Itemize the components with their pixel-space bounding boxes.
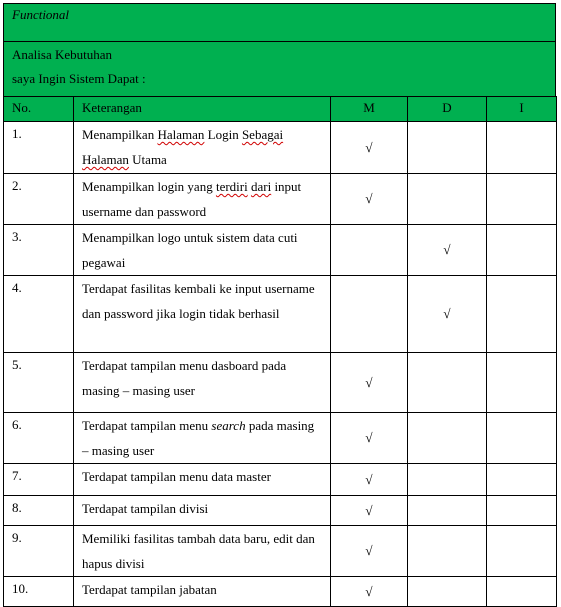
table-row <box>4 464 557 496</box>
row-number: 8. <box>4 496 74 526</box>
mark-d <box>408 526 487 577</box>
row-description: Terdapat fasilitas kembali ke input username dan password jika login tidak berhasil <box>74 276 331 353</box>
mark-m: √ <box>331 464 408 496</box>
row-number: 2. <box>4 174 74 225</box>
mark-d <box>408 353 487 413</box>
mark-i <box>487 413 557 464</box>
mark-d <box>408 413 487 464</box>
table-row <box>4 353 557 413</box>
mark-i <box>487 496 557 526</box>
mark-m: √ <box>331 577 408 607</box>
table-row <box>4 174 557 225</box>
table-row <box>4 276 557 353</box>
row-description: Terdapat tampilan divisi <box>74 496 331 526</box>
row-number: 4. <box>4 276 74 353</box>
header-i: I <box>487 97 557 122</box>
row-number: 7. <box>4 464 74 496</box>
mark-m: √ <box>331 174 408 225</box>
row-number: 9. <box>4 526 74 577</box>
table-header-row <box>4 97 557 122</box>
row-number: 3. <box>4 225 74 276</box>
row-description: Terdapat tampilan jabatan <box>74 577 331 607</box>
mark-d: √ <box>408 225 487 276</box>
table-row <box>4 496 557 526</box>
table-row <box>4 413 557 464</box>
mark-i <box>487 353 557 413</box>
mark-m: √ <box>331 526 408 577</box>
analysis-line-2: saya Ingin Sistem Dapat : <box>12 71 146 86</box>
mark-i <box>487 526 557 577</box>
mark-d <box>408 464 487 496</box>
requirements-table <box>3 96 557 607</box>
mark-d <box>408 122 487 174</box>
table-row <box>4 225 557 276</box>
row-description: Terdapat tampilan menu search pada masing – masing user <box>74 413 331 464</box>
section-title <box>3 3 556 41</box>
mark-m <box>331 276 408 353</box>
mark-d <box>408 577 487 607</box>
mark-d <box>408 496 487 526</box>
mark-m <box>331 225 408 276</box>
mark-d: √ <box>408 276 487 353</box>
row-number: 1. <box>4 122 74 174</box>
header-keterangan: Keterangan <box>74 97 331 122</box>
header-m: M <box>331 97 408 122</box>
row-description: Menampilkan Halaman Login Sebagai Halaman Utama <box>74 122 331 174</box>
row-description: Terdapat tampilan menu data master <box>74 464 331 496</box>
row-description: Terdapat tampilan menu dasboard pada masing – masing user <box>74 353 331 413</box>
mark-i <box>487 122 557 174</box>
analysis-band <box>3 41 556 96</box>
table-row <box>4 577 557 607</box>
mark-i <box>487 174 557 225</box>
mark-i <box>487 577 557 607</box>
header-no: No. <box>4 97 74 122</box>
mark-i <box>487 225 557 276</box>
mark-i <box>487 276 557 353</box>
row-number: 10. <box>4 577 74 607</box>
mark-m: √ <box>331 122 408 174</box>
title-text: Functional <box>12 7 70 22</box>
table-row <box>4 122 557 174</box>
row-description: Memiliki fasilitas tambah data baru, edit dan hapus divisi <box>74 526 331 577</box>
mark-m: √ <box>331 496 408 526</box>
header-d: D <box>408 97 487 122</box>
mark-m: √ <box>331 353 408 413</box>
row-number: 5. <box>4 353 74 413</box>
mark-i <box>487 464 557 496</box>
mark-d <box>408 174 487 225</box>
analysis-line-1: Analisa Kebutuhan <box>12 47 113 62</box>
row-description: Menampilkan logo untuk sistem data cuti pegawai <box>74 225 331 276</box>
row-number: 6. <box>4 413 74 464</box>
table-row <box>4 526 557 577</box>
requirements-document <box>3 3 556 607</box>
mark-m: √ <box>331 413 408 464</box>
row-description: Menampilkan login yang terdiri dari input username dan password <box>74 174 331 225</box>
